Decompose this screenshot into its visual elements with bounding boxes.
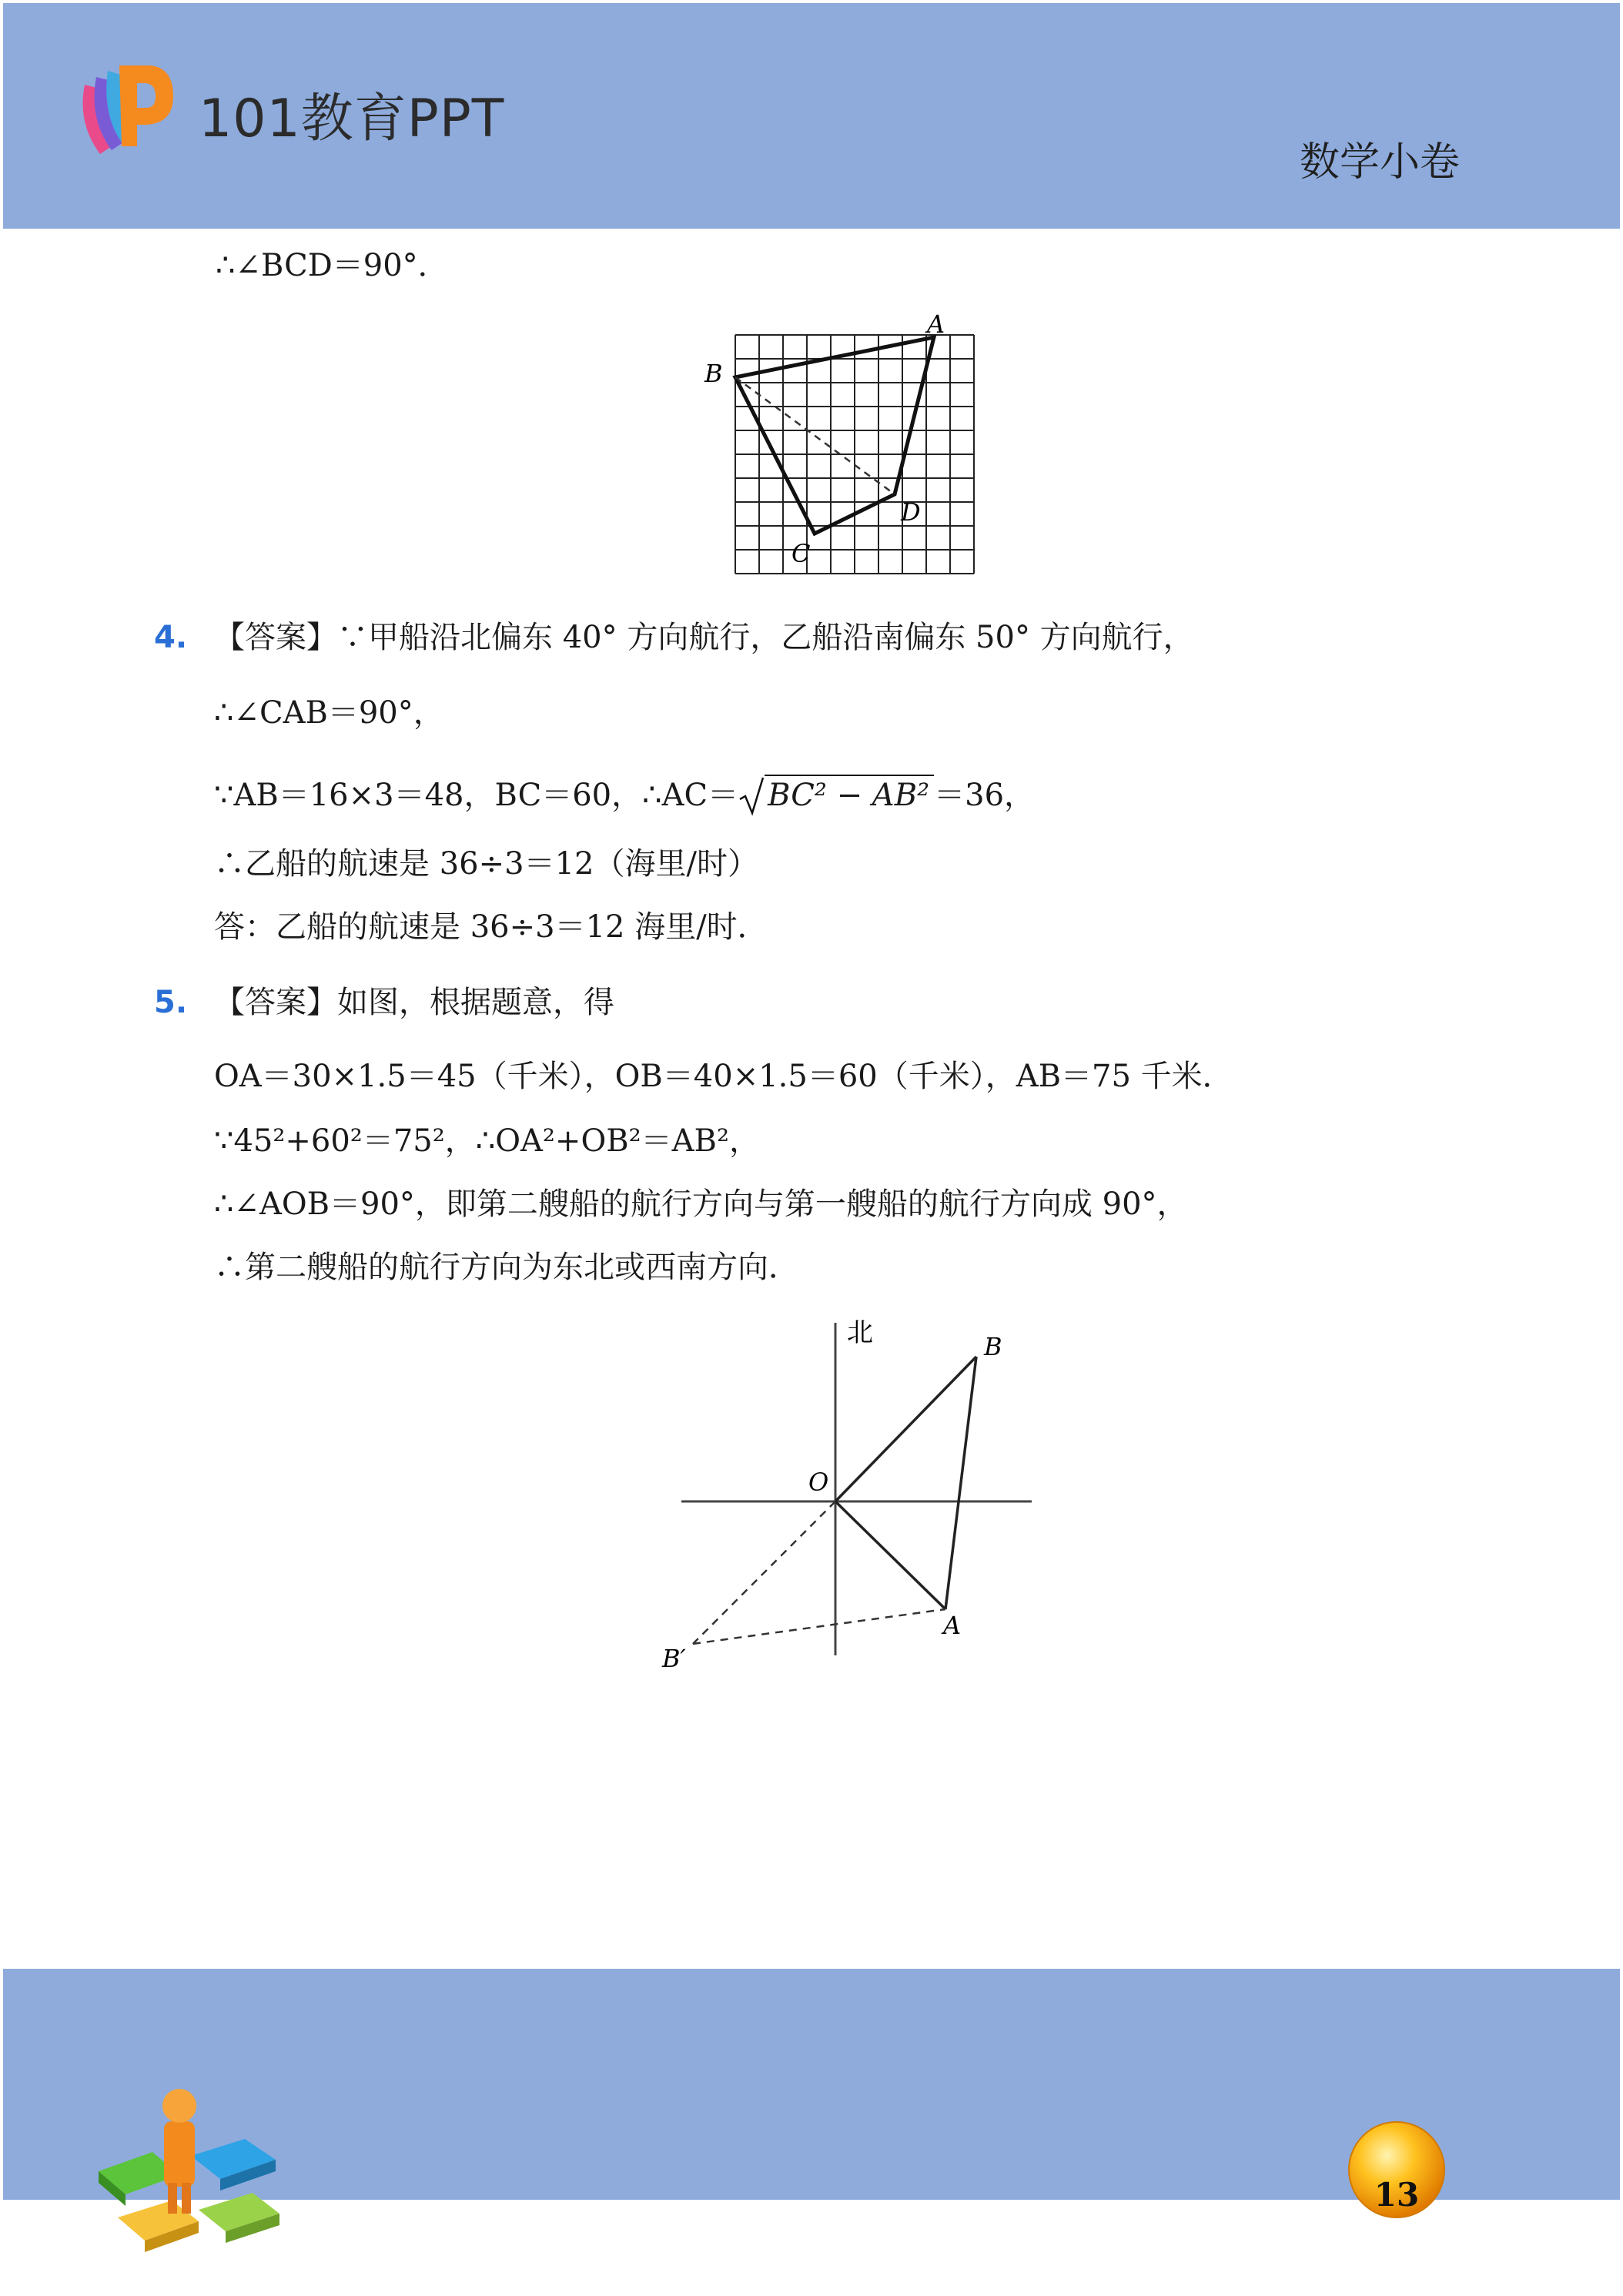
segment-ab-prime	[693, 1609, 945, 1644]
question-4-line-5: 答：乙船的航速是 36÷3＝12 海里/时．	[214, 909, 768, 945]
brand-name: 101教育PPT	[199, 89, 505, 149]
question-5-line-4: ∴∠AOB＝90°，即第二艘船的航行方向与第一艘船的航行方向成 90°，	[214, 1186, 1188, 1222]
label-B: B	[704, 359, 723, 388]
text-line: ∴∠BCD＝90°．	[216, 248, 449, 283]
radicand: BC² − AB²	[765, 775, 934, 813]
label-C: C	[791, 539, 811, 568]
segment-ab	[945, 1357, 976, 1609]
equation-prefix: ∵AB＝16×3＝48，BC＝60，∴AC＝	[214, 778, 739, 813]
brand-logo-icon	[77, 54, 177, 162]
page-number: 13	[1374, 2176, 1420, 2214]
question-4-line-4: ∴乙船的航速是 36÷3＝12（海里/时）	[214, 846, 758, 882]
label-A: A	[943, 1611, 962, 1640]
label-D: D	[901, 497, 921, 527]
equation-suffix: ＝36，	[934, 778, 1036, 813]
question-number: 4.	[154, 620, 188, 655]
figure-grid-quadrilateral	[693, 308, 1001, 585]
question-5-line-2: OA＝30×1.5＝45（千米），OB＝40×1.5＝60（千米），AB＝75 千米．	[214, 1059, 1233, 1094]
label-north: 北	[847, 1317, 873, 1348]
question-5-line-5: ∴第二艘船的航行方向为东北或西南方向．	[214, 1250, 799, 1285]
segment-oa	[835, 1501, 945, 1609]
question-number: 5.	[154, 985, 188, 1020]
square-root-expression	[738, 776, 934, 816]
label-B: B	[984, 1332, 1002, 1361]
segment-ob-prime	[693, 1501, 835, 1644]
question-4-line-3	[214, 776, 1035, 816]
mascot-blocks-icon	[91, 2079, 299, 2264]
radical-sign-icon	[738, 776, 765, 816]
segment-ob	[835, 1357, 976, 1501]
question-5-line-3: ∵45²+60²＝75²，∴OA²+OB²＝AB²，	[214, 1123, 760, 1159]
question-4-answer-head: 【答案】∵甲船沿北偏东 40° 方向航行，乙船沿南偏东 50° 方向航行，	[214, 620, 1194, 655]
question-4-line-2: ∴∠CAB＝90°，	[214, 695, 444, 731]
label-A: A	[927, 310, 945, 339]
document-tag: 数学小卷	[1300, 139, 1461, 186]
figure-direction-diagram	[639, 1301, 1055, 1678]
question-5-answer-head: 【答案】如图，根据题意，得	[214, 985, 614, 1020]
label-B-prime: B′	[662, 1644, 686, 1673]
label-O: O	[808, 1468, 829, 1497]
